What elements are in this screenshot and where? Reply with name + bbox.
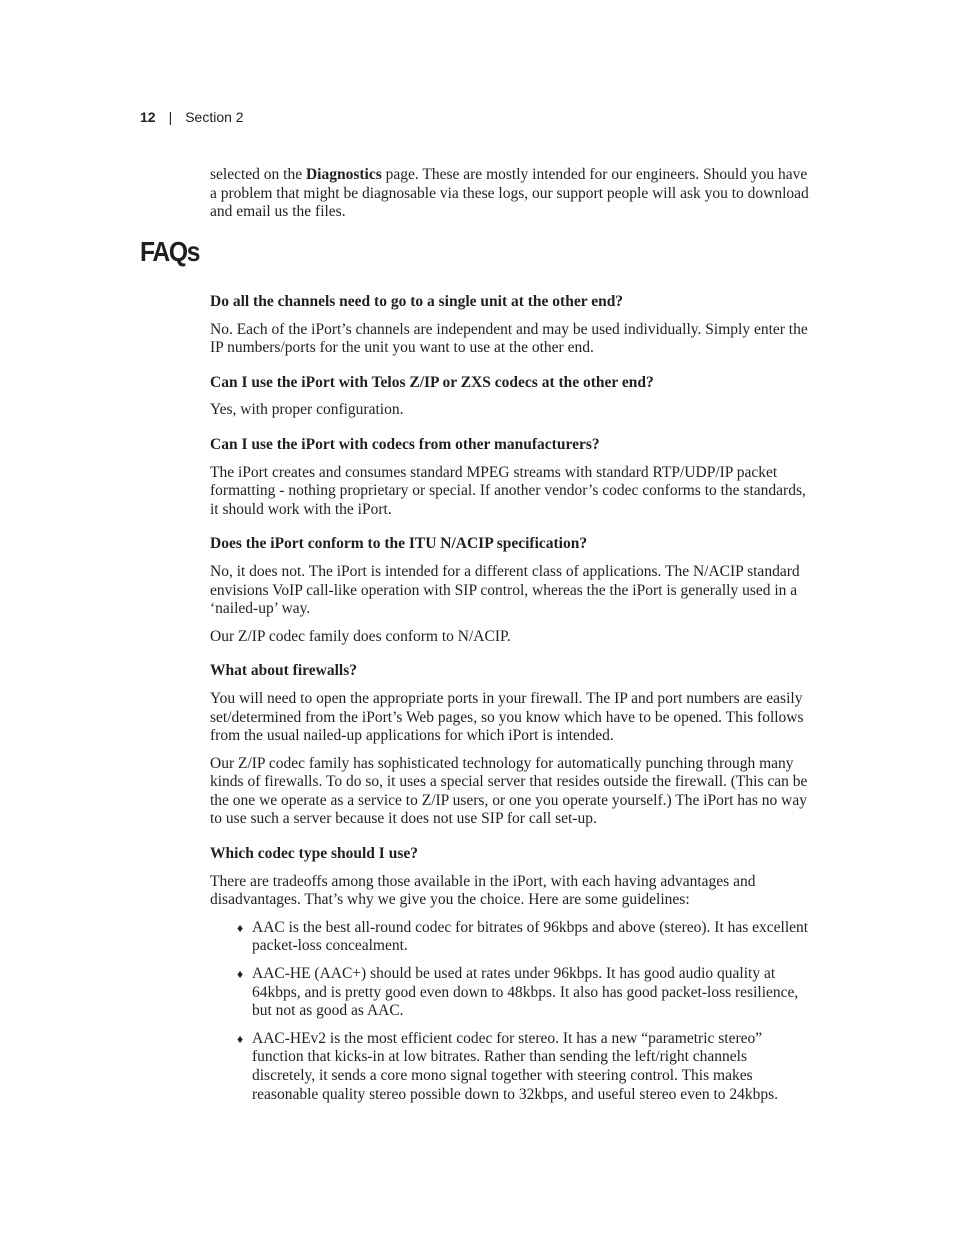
faq-answer: No. Each of the iPort’s channels are independent and may be used individually. Simply enter the IP numbers/ports for the unit you want to use at the other end.	[210, 320, 808, 357]
list-item	[237, 1029, 810, 1104]
faq-answer: You will need to open the appropriate ports in your firewall. The IP and port numbers are easily set/determined from the iPort’s Web pages, so you know which have to be opened. This follows from the usual nailed-up applications for which iPort is intended.	[210, 689, 804, 745]
faq-question: Does the iPort conform to the ITU N/ACIP specification?	[210, 535, 588, 553]
faq-list	[210, 293, 810, 1120]
faq-question: Do all the channels need to go to a single unit at the other end?	[210, 293, 624, 310]
diagnostics-term: Diagnostics	[305, 166, 382, 183]
faq-question: Can I use the iPort with codecs from other manufacturers?	[210, 435, 600, 453]
faq-answer: Yes, with proper configuration.	[210, 401, 404, 419]
faq-item	[210, 845, 810, 1104]
faqs-heading: FAQs	[140, 236, 200, 267]
faq-item	[210, 374, 810, 420]
diamond-bullet-icon: ♦	[237, 920, 244, 935]
faq-answer: There are tradeoffs among those available in the iPort, with each having advantages and disadvantages. That’s why we give you the choice. Here are some guidelines:	[210, 872, 756, 909]
faq-item	[210, 436, 810, 519]
codec-guidelines-list	[210, 919, 810, 1104]
running-header	[140, 109, 244, 125]
list-item-text: AAC-HE (AAC+) should be used at rates under 96kbps. It has good audio quality at 64kbps, and is pretty good even down to 48kbps. It also has good packet-loss resilience, but not as good as AAC.	[252, 965, 799, 1020]
intro-before: selected on the	[210, 166, 306, 183]
faq-item	[210, 535, 810, 646]
faq-answer: Our Z/IP codec family has sophisticated technology for automatically punching through many kinds of firewalls. To do so, it uses a special server that resides outside the firewall. (This can be the one we operate as a service to Z/IP users, or one you operate yourself.) The iPort has no way to use such a server because it does not use SIP for call set-up.	[210, 754, 808, 828]
header-separator: |	[168, 109, 173, 125]
list-item	[237, 918, 810, 956]
faq-item	[210, 662, 810, 829]
section-label: Section 2	[185, 109, 244, 125]
faq-question: Can I use the iPort with Telos Z/IP or ZXS codecs at the other end?	[210, 373, 654, 391]
faq-answer: No, it does not. The iPort is intended for a different class of applications. The N/ACIP standard envisions VoIP call-like operation with SIP control, whereas the the iPort is generally used in a ‘nailed-up’ way.	[210, 562, 800, 618]
list-item	[237, 965, 810, 1021]
faq-question: What about firewalls?	[210, 662, 357, 680]
faq-question: Which codec type should I use?	[210, 845, 418, 863]
diamond-bullet-icon: ♦	[237, 1031, 244, 1046]
list-item-text: AAC is the best all-round codec for bitrates of 96kbps and above (stereo). It has excellent packet-loss concealment.	[252, 918, 809, 955]
faq-answer: The iPort creates and consumes standard MPEG streams with standard RTP/UDP/IP packet formatting - nothing proprietary or special. If another vendor’s codec conforms to the standards, it should work with the iPort.	[210, 463, 806, 518]
faq-answer: Our Z/IP codec family does conform to N/ACIP.	[210, 627, 511, 645]
diamond-bullet-icon: ♦	[237, 967, 244, 982]
list-item-text: AAC-HEv2 is the most efficient codec for stereo. It has a new “parametric stereo” function that kicks-in at low bitrates. Rather than sending the left/right channels discretely, it sends a core mono signal together with steering control. This makes reasonable quality stereo possible down to 32kbps, and useful stereo even to 24kbps.	[252, 1029, 779, 1103]
faq-item	[210, 293, 810, 358]
page-number: 12	[140, 109, 156, 125]
intro-after: page. These are mostly intended for our engineers. Should you have a problem that might be diagnosable via these logs, our support people will ask you to download and email us the files.	[210, 166, 809, 221]
intro-paragraph	[210, 166, 810, 222]
